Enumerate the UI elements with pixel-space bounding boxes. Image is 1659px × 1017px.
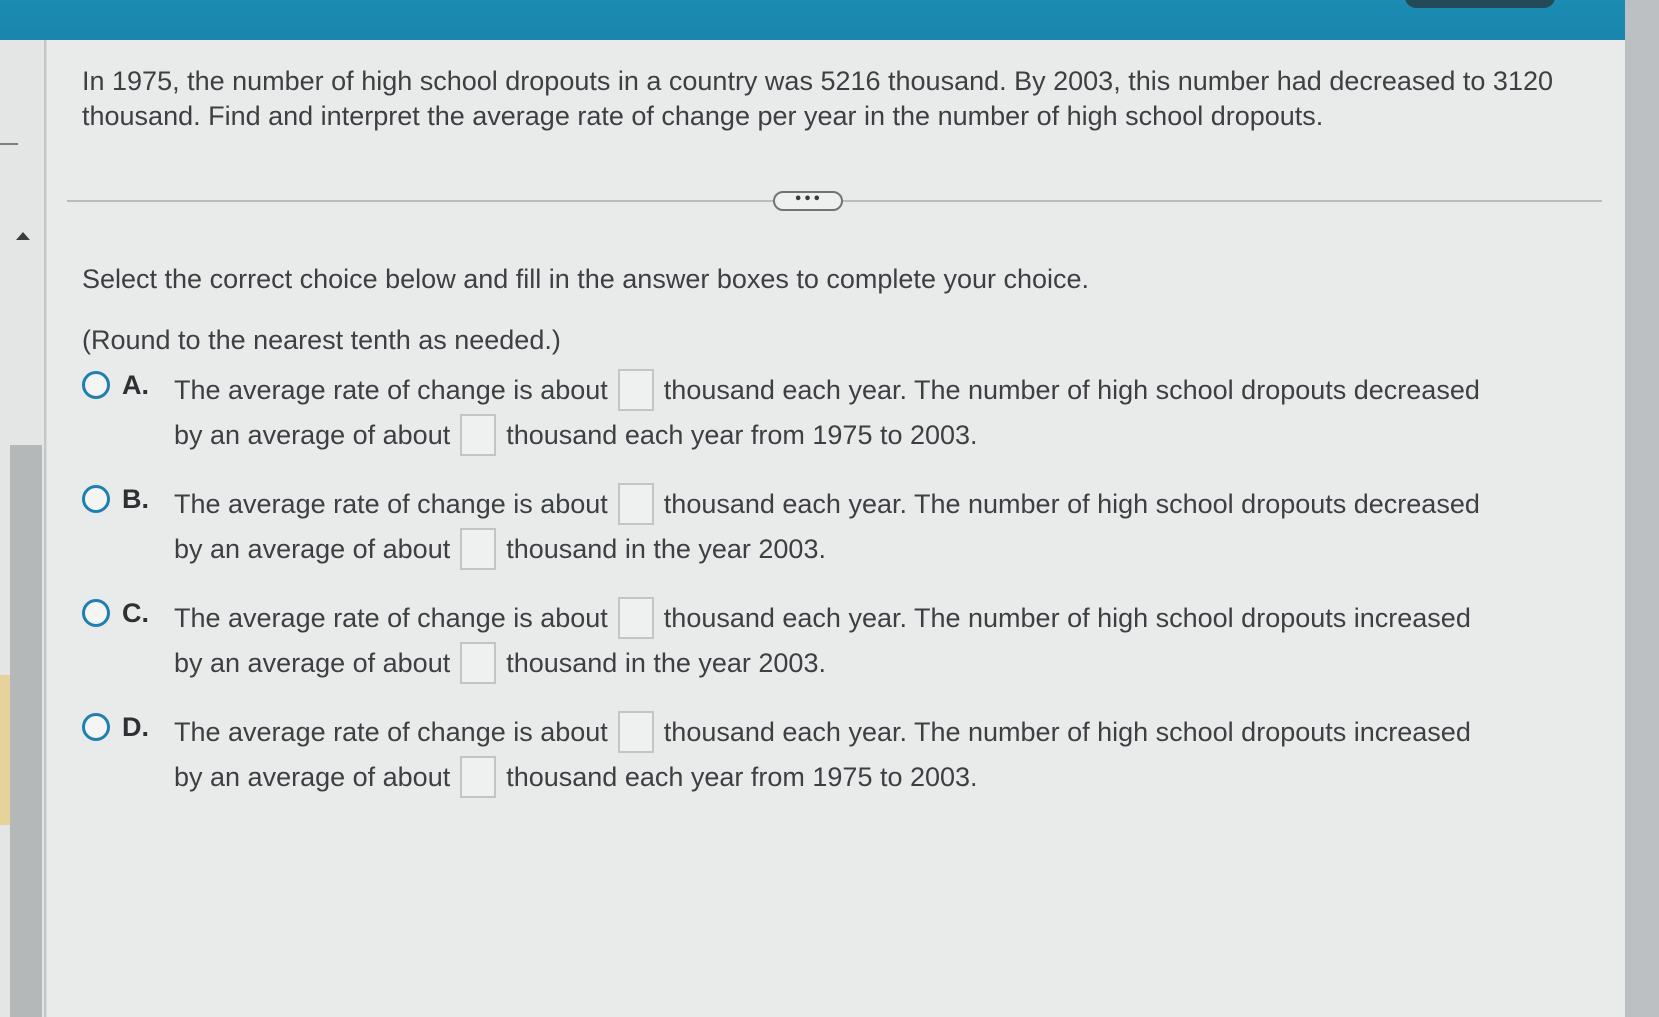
choice-text: The average rate of change is about (174, 716, 608, 747)
scroll-up-arrow-icon[interactable] (16, 232, 30, 240)
answer-box-d-2[interactable] (460, 756, 496, 798)
answer-box-b-1[interactable] (618, 483, 654, 525)
choice-letter: C. (122, 598, 149, 628)
answer-box-a-2[interactable] (460, 414, 496, 456)
choice-b[interactable] (82, 480, 1602, 580)
choice-text: by an average of about (174, 761, 451, 792)
choice-text: thousand each year from 1975 to 2003. (506, 419, 978, 450)
right-edge-panel (1625, 0, 1659, 1017)
choice-text: thousand each year. The number of high school dropouts decreased (663, 374, 1480, 405)
radio-button-d[interactable] (82, 713, 110, 741)
answer-box-d-1[interactable] (618, 711, 654, 753)
choice-line-2 (174, 414, 978, 456)
choice-letter: B. (122, 484, 149, 514)
answer-box-b-2[interactable] (460, 528, 496, 570)
choice-line-1 (174, 483, 1480, 525)
choice-text: thousand in the year 2003. (506, 533, 826, 564)
choice-text: by an average of about (174, 647, 451, 678)
answer-box-c-1[interactable] (618, 597, 654, 639)
choice-line-1 (174, 597, 1471, 639)
choice-c[interactable] (82, 594, 1602, 694)
answer-box-a-1[interactable] (618, 369, 654, 411)
answer-box-c-2[interactable] (460, 642, 496, 684)
radio-button-c[interactable] (82, 599, 110, 627)
choice-text: The average rate of change is about (174, 488, 608, 519)
choice-d[interactable] (82, 708, 1602, 808)
question-text: In 1975, the number of high school dropouts in a country was 5216 thousand. By 2003, this number had decreased to 3120 thousand. Find and interpret the average rate of change per year in the number of high school dropouts. (82, 66, 1553, 131)
choice-text: thousand each year from 1975 to 2003. (506, 761, 978, 792)
sidebar-scrollbar[interactable] (10, 445, 42, 1017)
header-bar (0, 0, 1625, 40)
choice-text: by an average of about (174, 419, 451, 450)
choice-letter: A. (122, 370, 149, 400)
choice-text: The average rate of change is about (174, 374, 608, 405)
radio-button-b[interactable] (82, 485, 110, 513)
choice-line-1 (174, 369, 1480, 411)
header-pill[interactable] (1405, 0, 1555, 8)
rounding-note: (Round to the nearest tenth as needed.) (82, 325, 561, 355)
choice-text: thousand each year. The number of high school dropouts increased (663, 716, 1471, 747)
left-sidebar (0, 40, 46, 1017)
choice-text: thousand in the year 2003. (506, 647, 826, 678)
choice-line-2 (174, 642, 826, 684)
collapse-dash-icon[interactable] (0, 143, 18, 145)
choice-line-1 (174, 711, 1471, 753)
choice-line-2 (174, 756, 978, 798)
choice-text: The average rate of change is about (174, 602, 608, 633)
choice-text: thousand each year. The number of high school dropouts increased (663, 602, 1471, 633)
choice-a[interactable] (82, 366, 1602, 466)
sidebar-highlight (0, 675, 10, 825)
choice-line-2 (174, 528, 826, 570)
choice-letter: D. (122, 712, 149, 742)
choice-text: by an average of about (174, 533, 451, 564)
choice-text: thousand each year. The number of high school dropouts decreased (663, 488, 1480, 519)
radio-button-a[interactable] (82, 371, 110, 399)
instruction-text: Select the correct choice below and fill in the answer boxes to complete your choice. (82, 264, 1090, 294)
expand-more-button[interactable]: ••• (773, 191, 843, 211)
question-panel (47, 40, 1625, 1017)
